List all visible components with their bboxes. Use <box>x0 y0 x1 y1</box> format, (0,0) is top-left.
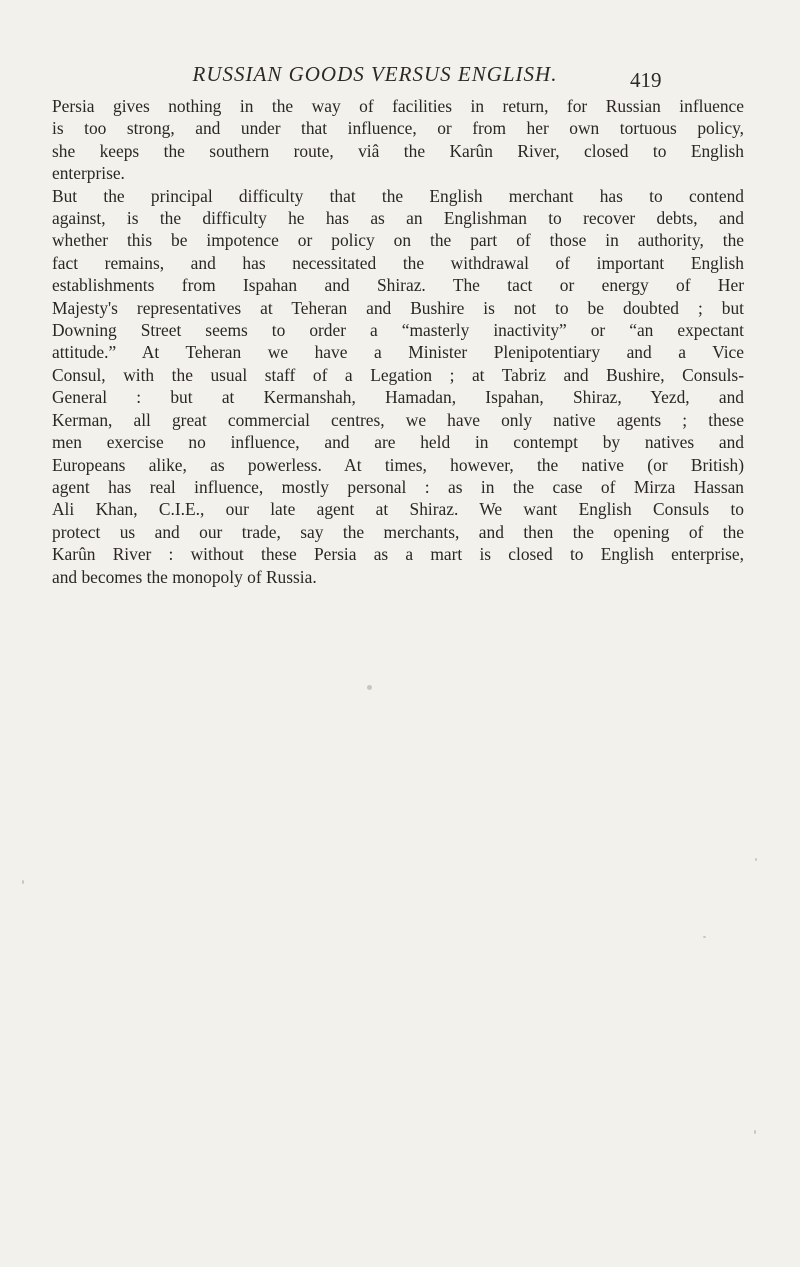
text-line <box>52 521 744 543</box>
text-line <box>52 95 744 117</box>
text-line <box>52 386 744 408</box>
text-line <box>52 454 744 476</box>
text-line <box>52 207 744 229</box>
text-line <box>52 140 744 162</box>
text-line <box>52 252 744 274</box>
paper-speck <box>703 936 706 938</box>
line-text: against, is the difficulty he has as an Englishman to recover debts, and <box>52 208 744 229</box>
text-line <box>52 274 744 296</box>
text-line <box>52 185 744 207</box>
line-text: Persia gives nothing in the way of facilities in return, for Russian influence <box>52 96 744 116</box>
text-line <box>52 364 744 386</box>
line-text: is too strong, and under that influence, or from her own tortuous policy, <box>52 118 744 139</box>
line-text: she keeps the southern route, viâ the Karûn River, closed to English <box>52 140 744 161</box>
running-head-title: RUSSIAN GOODS VERSUS ENGLISH. <box>192 62 558 86</box>
text-line <box>52 498 744 520</box>
text-line <box>52 566 744 588</box>
line-text: enterprise. <box>52 163 125 184</box>
page-number: 419 <box>630 68 662 92</box>
line-text: Karûn River : without these Persia as a mart is closed to English enterprise, <box>52 544 744 565</box>
line-text: establishments from Ispahan and Shiraz. The tact or energy of Her <box>52 275 744 296</box>
paper-speck <box>22 880 24 884</box>
paper-speck <box>367 685 372 690</box>
line-text: Majesty's representatives at Teheran and Bushire is not to be doubted ; but <box>52 297 744 318</box>
line-text: Kerman, all great commercial centres, we have only native agents ; these <box>52 409 744 430</box>
line-text: agent has real influence, mostly personal : as in the case of Mirza Hassan <box>52 476 744 497</box>
text-line <box>52 409 744 431</box>
paper-speck <box>755 858 757 861</box>
text-line <box>52 543 744 565</box>
paper-speck <box>754 1130 756 1134</box>
line-text: protect us and our trade, say the merchants, and then the opening of the <box>52 521 744 542</box>
text-line <box>52 431 744 453</box>
line-text: General : but at Kermanshah, Hamadan, Ispahan, Shiraz, Yezd, and <box>52 387 744 408</box>
line-text: Downing Street seems to order a “masterly inactivity” or “an expectant <box>52 320 744 341</box>
text-line <box>52 476 744 498</box>
line-text: men exercise no influence, and are held in contempt by natives and <box>52 432 744 453</box>
line-text: and becomes the monopoly of Russia. <box>52 566 317 587</box>
body-text <box>52 95 744 588</box>
text-line <box>52 162 744 184</box>
text-line <box>52 319 744 341</box>
line-text: whether this be impotence or policy on the part of those in authority, the <box>52 230 744 251</box>
text-line <box>52 229 744 251</box>
line-text: attitude.” At Teheran we have a Minister Plenipotentiary and a Vice <box>52 342 744 363</box>
text-line <box>52 117 744 139</box>
line-text: Europeans alike, as powerless. At times, however, the native (or British) <box>52 454 744 475</box>
line-text: Ali Khan, C.I.E., our late agent at Shiraz. We want English Consuls to <box>52 499 744 520</box>
text-line <box>52 341 744 363</box>
line-text: Consul, with the usual staff of a Legation ; at Tabriz and Bushire, Consuls- <box>52 364 744 385</box>
line-text: fact remains, and has necessitated the withdrawal of important English <box>52 252 744 273</box>
line-text: But the principal difficulty that the English merchant has to contend <box>52 185 744 206</box>
text-line <box>52 297 744 319</box>
